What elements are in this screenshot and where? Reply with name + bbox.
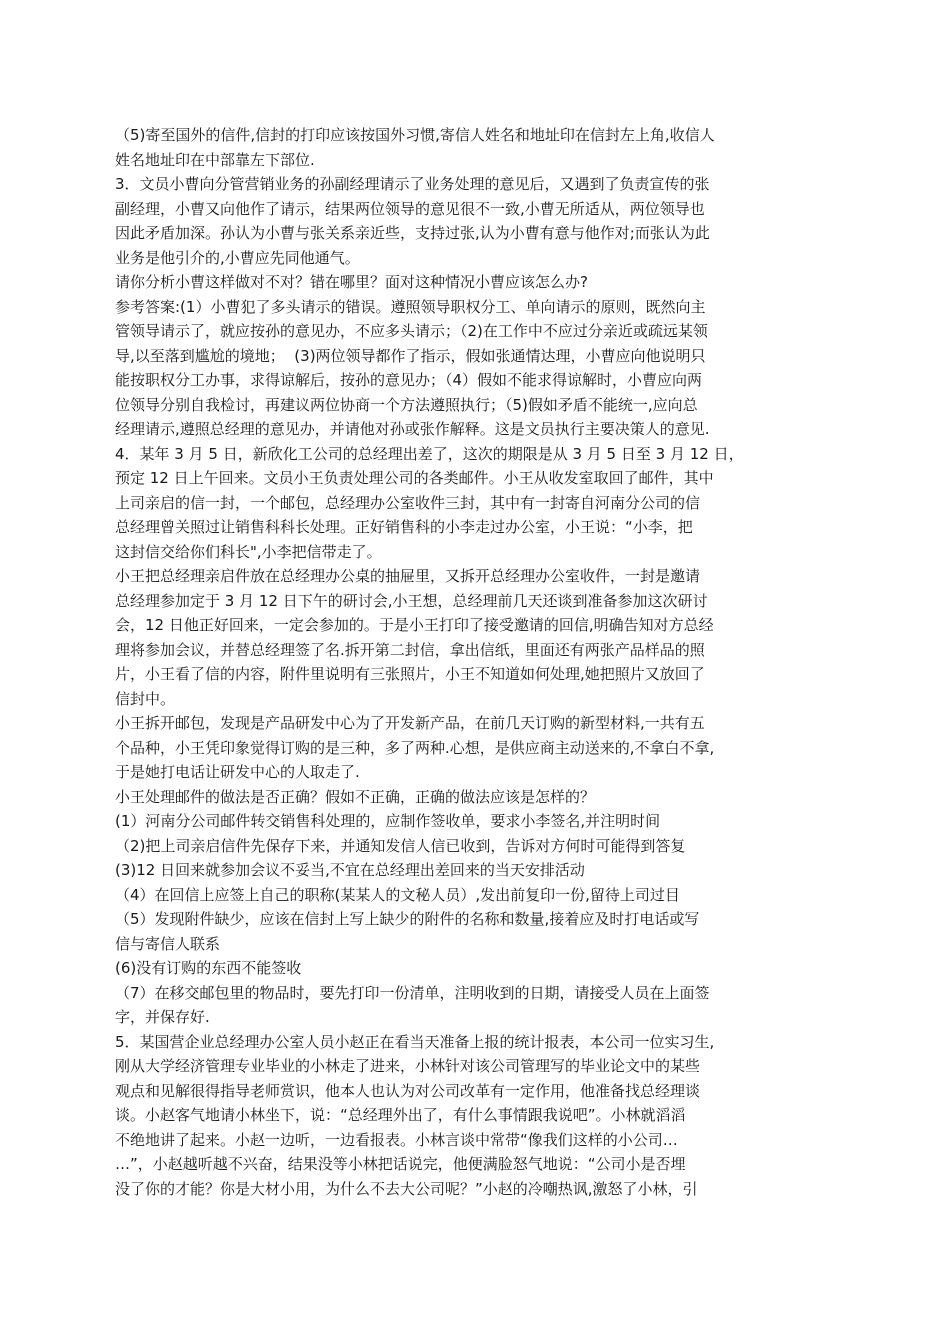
text-line: （7）在移交邮包里的物品时，要先打印一份清单，注明收到的日期，请接受人员在上面签 <box>115 983 710 1002</box>
text-line: 小王拆开邮包，发现是产品研发中心为了开发新产品，在前几天订购的新型材料,一共有五 <box>115 714 705 732</box>
text-line: 因此矛盾加深。孙认为小曹与张关系亲近些，支持过张,认为小曹有意与他作对;而张认为此 <box>115 224 710 242</box>
text-line: （5)寄至国外的信件,信封的打印应该按国外习惯,寄信人姓名和地址印在信封左上角,收信人 <box>115 126 715 144</box>
text-line: 参考答案:(1）小曹犯了多头请示的错误。遵照领导职权分工、单向请示的原则，既然向主 <box>115 297 706 316</box>
text-line: (6)没有订购的东西不能签收 <box>115 959 302 977</box>
text-line: 个品种，小王凭印象觉得订购的是三种，多了两种.心想，是供应商主动送来的,不拿白不拿, <box>115 738 715 757</box>
text-line: （2)把上司亲启信件先保存下来，并通知发信人信已收到，告诉对方何时可能得到答复 <box>115 836 686 855</box>
document-body <box>115 123 830 1201</box>
text-line: 小王把总经理亲启件放在总经理办公桌的抽屉里，又拆开总经理办公室收件，一封是邀请 <box>115 567 701 585</box>
text-line: 3．文员小曹向分管营销业务的孙副经理请示了业务处理的意见后，又遇到了负责宣传的张 <box>115 175 710 193</box>
text-line: 于是她打电话让研发中心的人取走了. <box>115 763 360 781</box>
text-line: 会，12 日他正好回来，一定会参加的。于是小王打印了接受邀请的回信,明确告知对方总经 <box>115 616 714 634</box>
text-line: 4．某年 3 月 5 日，新欣化工公司的总经理出差了，这次的期限是从 3 月 5 日至 3 月 12 日， <box>115 444 744 463</box>
text-line: 预定 12 日上午回来。文员小王负责处理公司的各类邮件。小王从收发室取回了邮件，其中 <box>115 469 714 487</box>
text-line: 信与寄信人联系 <box>115 934 221 953</box>
text-line: 业务是他引介的,小曹应先同他通气。 <box>115 248 360 267</box>
text-line: 信封中。 <box>115 689 176 708</box>
text-line: …”，小赵越听越不兴奋，结果没等小林把话说完，他便满脸怒气地说：“公司小是否埋 <box>115 1155 686 1173</box>
text-line: 小王处理邮件的做法是否正确？假如不正确，正确的做法应该是怎样的？ <box>115 787 596 806</box>
text-line: 请你分析小曹这样做对不对？错在哪里？面对这种情况小曹应该怎么办? <box>115 273 588 291</box>
text-line: 管领导请示了，就应按孙的意见办，不应多头请示；（2)在工作中不应过分亲近或疏远某领 <box>115 322 708 340</box>
text-line: 片，小王看了信的内容，附件里说明有三张照片，小王不知道如何处理,她把照片又放回了 <box>115 665 705 683</box>
text-line: 经理请示,遵照总经理的意见办，并请他对孙或张作解释。这是文员执行主要决策人的意见. <box>115 420 710 438</box>
text-line: 上司亲启的信一封，一个邮包，总经理办公室收件三封，其中有一封寄自河南分公司的信 <box>115 493 701 512</box>
text-line: 5．某国营企业总经理办公室人员小赵正在看当天准备上报的统计报表，本公司一位实习生, <box>115 1032 715 1051</box>
text-line: (3)12 日回来就参加会议不妥当,不宜在总经理出差回来的当天安排活动 <box>115 861 585 879</box>
text-line: 导,以至落到尴尬的境地； (3)两位领导都作了指示，假如张通情达理，小曹应向他说明只 <box>115 346 706 365</box>
text-line: 这封信交给你们科长",小李把信带走了。 <box>115 542 382 561</box>
text-line: 刚从大学经济管理专业毕业的小林走了进来，小林针对该公司管理写的毕业论文中的某些 <box>115 1057 701 1075</box>
text-line: 观点和见解很得指导老师赏识，他本人也认为对公司改革有一定作用，他准备找总经理谈 <box>115 1081 701 1100</box>
text-line: 不绝地讲了起来。小赵一边听，一边看报表。小林言谈中常带“像我们这样的小公司… <box>115 1130 678 1149</box>
text-line: 没了你的才能？你是大材小用，为什么不去大公司呢？”小赵的冷嘲热讽,激怒了小林，引 <box>115 1179 698 1198</box>
text-line: 副经理，小曹又向他作了请示，结果两位领导的意见很不一致,小曹无所适从，两位领导也 <box>115 199 705 218</box>
text-line: 总经理参加定于 3 月 12 日下午的研讨会,小王想，总经理前几天还谈到准备参加这次研讨 <box>115 591 708 610</box>
text-line: 字，并保存好. <box>115 1008 210 1026</box>
text-line: （4）在回信上应签上自己的职称(某某人的文秘人员）,发出前复印一份,留待上司过目 <box>115 885 680 904</box>
text-line: （5）发现附件缺少，应该在信封上写上缺少的附件的名称和数量,接着应及时打电话或写 <box>115 910 700 928</box>
text-line: 理将参加会议，并替总经理签了名.拆开第二封信，拿出信纸，里面还有两张产品样品的照 <box>115 640 705 659</box>
text-line: 谈。小赵客气地请小林坐下，说：“总经理外出了，有什么事情跟我说吧”。小林就滔滔 <box>115 1106 686 1124</box>
text-line: 位领导分别自我检讨，再建议两位协商一个方法遵照执行；（5)假如矛盾不能统一,应向总 <box>115 395 698 414</box>
text-line: 姓名地址印在中部靠左下部位. <box>115 150 315 169</box>
text-line: 总经理曾关照过让销售科科长处理。正好销售科的小李走过办公室，小王说：“小李，把 <box>115 518 693 536</box>
text-line: 能按职权分工办事，求得谅解后，按孙的意见办；（4）假如不能求得谅解时，小曹应向两 <box>115 371 703 389</box>
text-line: (1）河南分公司邮件转交销售科处理的，应制作签收单，要求小李签名,并注明时间 <box>115 812 661 830</box>
